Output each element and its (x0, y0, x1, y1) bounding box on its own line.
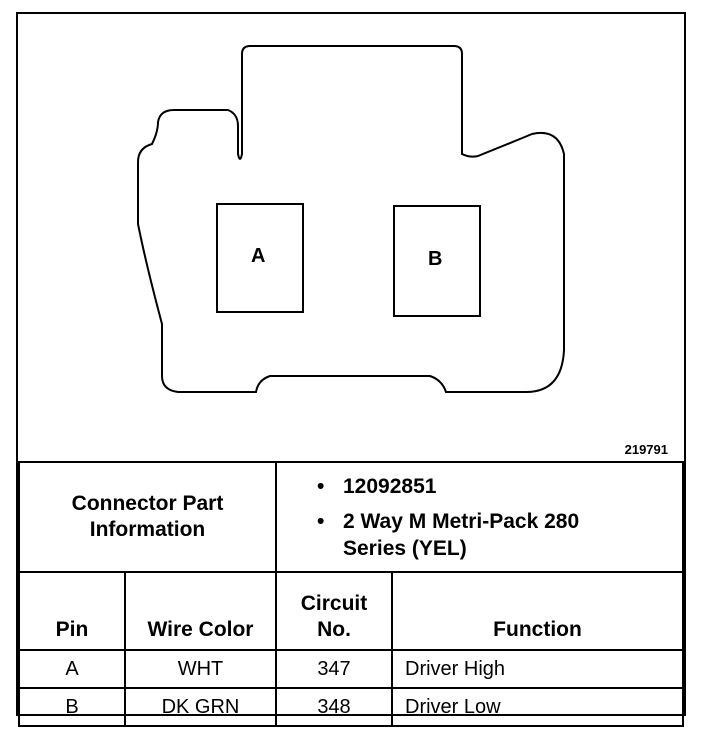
pin-b-label: B (428, 248, 443, 270)
bullet-icon: • (317, 474, 325, 498)
connector-sheet (16, 12, 686, 716)
part-info-title-line2: Information (89, 518, 206, 541)
connector-face-diagram (18, 14, 684, 462)
part-info-details (276, 462, 683, 572)
header-wire-color: Wire Color (125, 572, 276, 650)
row-b-circuit: 348 (276, 688, 392, 726)
part-description-item (317, 508, 682, 562)
table-row (19, 688, 683, 726)
header-circuit (276, 572, 392, 650)
row-a-circuit: 347 (276, 650, 392, 688)
connector-body-outline (138, 46, 564, 392)
row-a-wire-color: WHT (125, 650, 276, 688)
header-function: Function (392, 572, 683, 650)
part-number: 12092851 (343, 474, 437, 498)
part-description-line2: Series (YEL) (343, 536, 467, 560)
table-row (19, 650, 683, 688)
row-b-pin: B (19, 688, 125, 726)
part-info-row (19, 462, 683, 572)
row-b-function: Driver Low (392, 688, 683, 726)
row-a-pin: A (19, 650, 125, 688)
row-a-function: Driver High (392, 650, 683, 688)
part-number-item (317, 473, 682, 500)
bullet-icon: • (317, 509, 325, 533)
connector-outline (18, 14, 684, 462)
part-info-title-line1: Connector Part (71, 492, 224, 515)
part-description (343, 508, 579, 562)
part-description-line1: 2 Way M Metri-Pack 280 (343, 509, 580, 533)
header-circuit-line1: Circuit (300, 592, 368, 615)
figure-number: 219791 (624, 442, 668, 457)
connector-table (18, 461, 684, 727)
part-info-title (19, 462, 276, 572)
table-header-row (19, 572, 683, 650)
header-pin: Pin (19, 572, 125, 650)
row-b-wire-color: DK GRN (125, 688, 276, 726)
header-circuit-line2: No. (317, 618, 351, 641)
pin-a-label: A (251, 245, 266, 267)
